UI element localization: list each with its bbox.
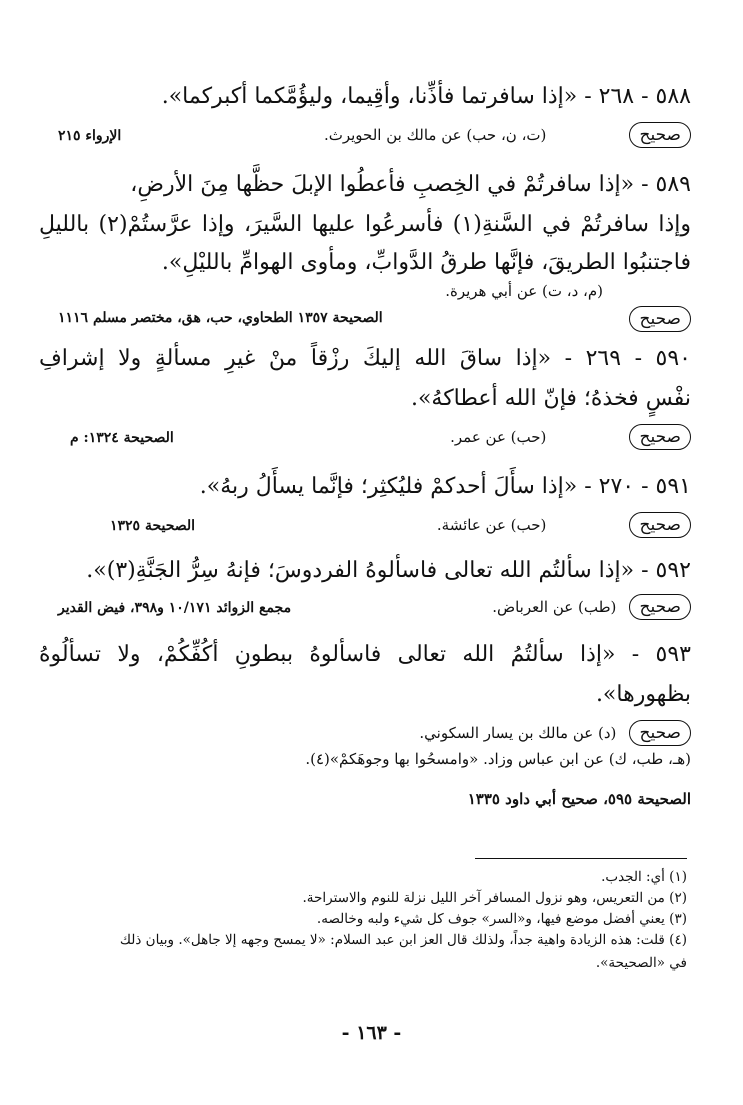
hadith-591-source: (حب) عن عائشة. — [436, 516, 547, 534]
hadith-588-grade-line — [324, 122, 691, 148]
hadith-592-reference: مجمع الزوائد ١٠/١٧١ و٣٩٨، فيض القدير — [58, 600, 292, 616]
hadith-590-reference: الصحيحة ١٣٢٤: م — [70, 430, 174, 446]
hadith-589-reference: الصحيحة ١٣٥٧ الطحاوي، حب، هق، مختصر مسلم ١١١٦ — [58, 310, 383, 326]
hadith-588-source: (ت، ن، حب) عن مالك بن الحويرث. — [323, 126, 547, 144]
grade-badge: صحيح — [629, 594, 691, 620]
hadith-588-reference: الإرواء ٢١٥ — [58, 128, 122, 144]
hadith-590-grade-line — [450, 424, 691, 450]
grade-badge: صحيح — [629, 122, 691, 148]
hadith-593-line-1: ٥٩٣ - «إذا سألتُمُ الله تعالى فاسألوهُ ببطونِ أكُفِّكُمْ، ولا تسألُوهُ — [39, 642, 691, 667]
hadith-589-source: (م، د، ت) عن أبي هريرة. — [445, 282, 603, 300]
hadith-593-line-2: بظهورها». — [595, 682, 691, 707]
hadith-589-line-2: وإذا سافرتُمْ في السَّنةِ(١) فأسرعُوا عليها السَّيرَ، وإذا عرَّستُمْ(٢) بالليلِ — [39, 212, 691, 237]
hadith-593-reference: الصحيحة ٥٩٥، صحيح أبي داود ١٣٣٥ — [467, 790, 691, 808]
footnote-4: (٤) قلت: هذه الزيادة واهية جداً، ولذلك قال العز ابن عبد السلام: «لا يمسح وجهه إلا جاهل». وبيان ذلك — [119, 932, 687, 948]
hadith-592-source: (طب) عن العرباض. — [492, 598, 617, 616]
hadith-593-grade-line — [419, 720, 691, 746]
hadith-589-line-3: فاجتنبُوا الطريقَ، فإنَّها طرقُ الدَّوابِّ، ومأوى الهوامِّ بالليْلِ». — [161, 250, 691, 275]
hadith-590-line-2: نفْسٍ فخذهُ؛ فإنّ الله أعطاكهُ». — [410, 386, 691, 411]
hadith-592-text: ٥٩٢ - «إذا سألتُم الله تعالى فاسألوهُ الفردوسَ؛ فإنهُ سِرُّ الجَنَّةِ(٣)». — [86, 558, 691, 583]
grade-badge: صحيح — [629, 306, 691, 332]
footnote-separator — [475, 858, 687, 859]
grade-badge: صحيح — [629, 424, 691, 450]
hadith-591-text: ٥٩١ - ٢٧٠ - «إذا سأَلَ أحدكمْ فليُكثِر؛ فإنَّما يسأَلُ ربهُ». — [199, 474, 691, 499]
hadith-592-grade-line — [492, 594, 691, 620]
footnote-4-continued: في «الصحيحة». — [595, 955, 687, 971]
hadith-590-source: (حب) عن عمر. — [450, 428, 547, 446]
hadith-591-reference: الصحيحة ١٣٢٥ — [110, 518, 196, 534]
footnote-3: (٣) يعني أفضل موضع فيها، و«السر» جوف كل شيء ولبه وخالصه. — [316, 911, 687, 927]
hadith-588-text: ٥٨٨ - ٢٦٨ - «إذا سافرتما فأذِّنا، وأقِيما، وليؤُمَّكما أكبركما». — [161, 84, 691, 109]
page-number: - ١٦٣ - — [341, 1022, 402, 1044]
footnote-2: (٢) من التعريس، وهو نزول المسافر آخر الليل نزلة للنوم والاستراحة. — [302, 890, 687, 906]
grade-badge: صحيح — [629, 512, 691, 538]
footnote-1: (١) أي: الجدب. — [601, 869, 687, 885]
hadith-593-source: (د) عن مالك بن يسار السكوني. — [419, 724, 617, 742]
hadith-591-grade-line — [437, 512, 691, 538]
hadith-589-line-1: ٥٨٩ - «إذا سافرتُمْ في الخِصبِ فأعطُوا الإبلَ حظَّها مِنَ الأرضِ، — [130, 172, 691, 197]
hadith-589-grade-line — [621, 306, 691, 332]
grade-badge: صحيح — [629, 720, 691, 746]
hadith-590-line-1: ٥٩٠ - ٢٦٩ - «إذا ساقَ الله إليكَ رزْقاً منْ غيرِ مسألةٍ ولا إشرافِ — [39, 346, 691, 371]
hadith-593-source-2: (هـ، طب، ك) عن ابن عباس وزاد. «وامسحُوا بها وجوهَكمْ»(٤). — [305, 750, 691, 768]
